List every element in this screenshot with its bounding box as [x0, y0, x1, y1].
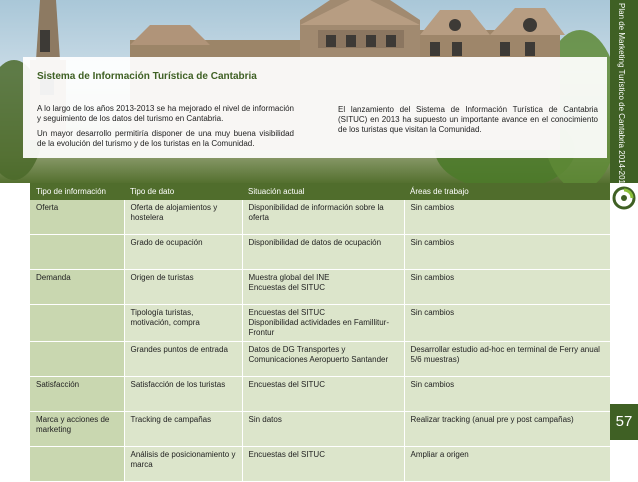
table-cell: Sin cambios: [404, 377, 610, 412]
table-cell: Muestra global del INE Encuestas del SITUC: [242, 270, 404, 305]
document-title: Plan de Marketing Turístico de Cantabria 2014-2015: [617, 3, 626, 189]
column-header: Tipo de información: [30, 183, 124, 200]
table-row: [30, 412, 610, 447]
table-row: [30, 200, 610, 235]
side-title-band: [610, 0, 638, 189]
side-bar: [610, 0, 638, 442]
table-body: [30, 200, 610, 482]
table-cell: Sin datos: [242, 412, 404, 447]
column-header: Áreas de trabajo: [404, 183, 610, 200]
table-cell: Realizar tracking (anual pre y post campañas): [404, 412, 610, 447]
table-cell: Encuestas del SITUC: [242, 447, 404, 482]
table-cell: Marca y acciones de marketing: [30, 412, 124, 447]
table-cell: Satisfacción de los turistas: [124, 377, 242, 412]
table-cell: Oferta de alojamientos y hostelera: [124, 200, 242, 235]
table-cell: Análisis de posicionamiento y marca: [124, 447, 242, 482]
table-cell: Oferta: [30, 200, 124, 235]
table-cell: [30, 342, 124, 377]
table-row: [30, 235, 610, 270]
table-cell: Encuestas del SITUC: [242, 377, 404, 412]
intro-paragraph: A lo largo de los años 2013-2013 se ha mejorado el nivel de información y seguimiento de los datos del turismo en Cantabria.: [37, 104, 294, 123]
table-row: [30, 377, 610, 412]
intro-right-column: [338, 105, 598, 140]
table-cell: Sin cambios: [404, 235, 610, 270]
table-cell: Demanda: [30, 270, 124, 305]
table-cell: Datos de DG Transportes y Comunicaciones Aeropuerto Santander: [242, 342, 404, 377]
table-cell: Origen de turistas: [124, 270, 242, 305]
table-cell: [30, 235, 124, 270]
table-cell: Ampliar a origen: [404, 447, 610, 482]
table-row: [30, 270, 610, 305]
table-cell: Sin cambios: [404, 270, 610, 305]
table-cell: Encuestas del SITUC Disponibilidad actividades en Famillitur-Frontur: [242, 305, 404, 342]
table-cell: Disponibilidad de información sobre la oferta: [242, 200, 404, 235]
column-header: Tipo de dato: [124, 183, 242, 200]
info-card: [23, 57, 607, 158]
intro-paragraph: Un mayor desarrollo permitiría disponer de una muy buena visibilidad de la evolución del turismo y de los turistas en la Comunidad.: [37, 129, 294, 148]
intro-left-column: [37, 104, 294, 154]
page-number: 57: [610, 404, 638, 440]
intro-paragraph: El lanzamiento del Sistema de Información Turística de Cantabria (SITUC) en 2013 ha supuesto un importante avance en el conocimiento de los turistas que visitan la Comunidad.: [338, 105, 598, 134]
table-row: [30, 342, 610, 377]
information-table: [30, 183, 611, 482]
table-header-row: [30, 183, 610, 200]
table-row: [30, 305, 610, 342]
table-cell: Grado de ocupación: [124, 235, 242, 270]
table-cell: Disponibilidad de datos de ocupación: [242, 235, 404, 270]
section-title: Sistema de Información Turística de Cantabria: [37, 71, 257, 82]
table-cell: [30, 447, 124, 482]
table-row: [30, 447, 610, 482]
column-header: Situación actual: [242, 183, 404, 200]
table-cell: Satisfacción: [30, 377, 124, 412]
table-cell: Tipología turistas, motivación, compra: [124, 305, 242, 342]
table-cell: [30, 305, 124, 342]
table-cell: Grandes puntos de entrada: [124, 342, 242, 377]
cantabria-swirl-logo-icon: [612, 186, 636, 210]
table-cell: Tracking de campañas: [124, 412, 242, 447]
table-cell: Sin cambios: [404, 200, 610, 235]
table-cell: Sin cambios: [404, 305, 610, 342]
table-cell: Desarrollar estudio ad-hoc en terminal de Ferry anual 5/6 muestras): [404, 342, 610, 377]
